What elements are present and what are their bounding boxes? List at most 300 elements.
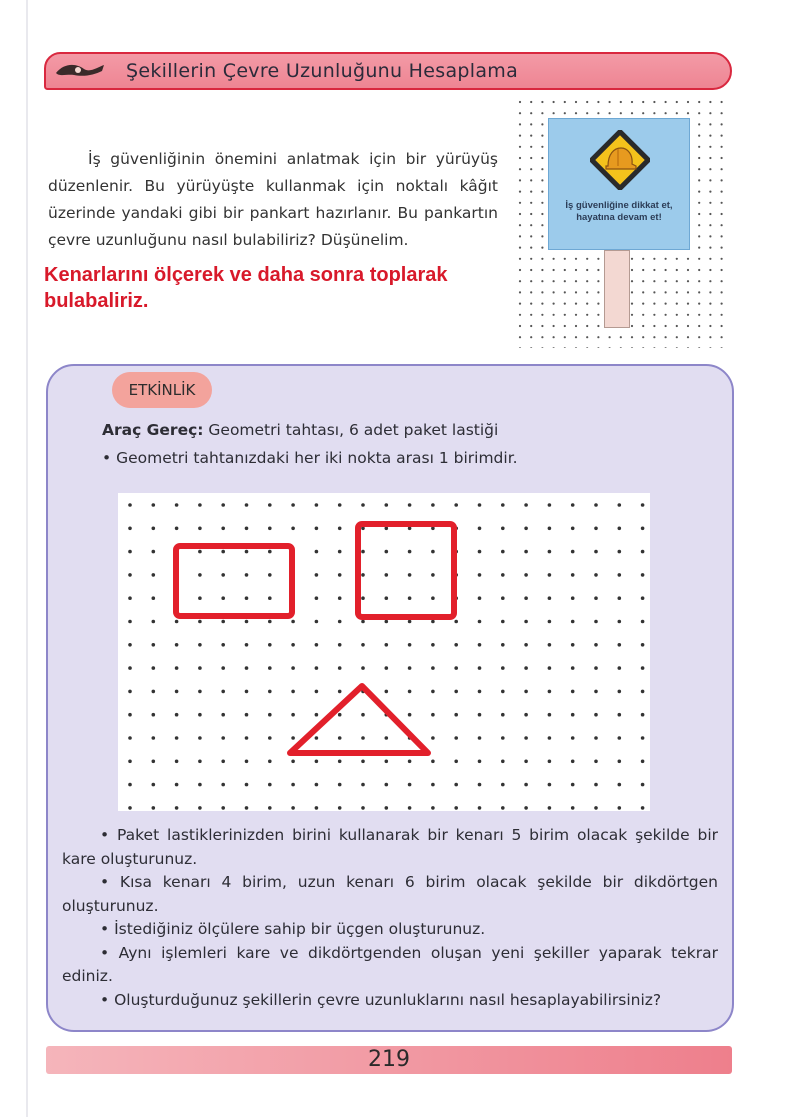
geoboard-peg <box>548 527 552 531</box>
paper-dot <box>530 336 532 338</box>
paper-dot <box>721 247 723 249</box>
paper-dot <box>564 303 566 305</box>
geoboard-peg <box>641 620 645 624</box>
geoboard-peg <box>221 760 225 764</box>
geoboard-peg <box>548 666 552 670</box>
geoboard-peg <box>175 713 179 717</box>
paper-dot <box>553 269 555 271</box>
paper-dot <box>687 347 689 348</box>
paper-dot <box>709 168 711 170</box>
paper-dot <box>530 202 532 204</box>
geoboard-peg <box>548 783 552 787</box>
geoboard-peg <box>315 736 319 740</box>
geoboard-peg <box>408 573 412 577</box>
geoboard-peg <box>431 596 435 600</box>
paper-dot <box>642 269 644 271</box>
paper-dot <box>541 314 543 316</box>
geoboard-peg <box>431 736 435 740</box>
geoboard-peg <box>361 596 365 600</box>
geoboard-peg <box>338 643 342 647</box>
paper-dot <box>665 101 667 103</box>
paper-dot <box>676 336 678 338</box>
geoboard-peg <box>245 783 249 787</box>
geoboard-peg <box>385 503 389 507</box>
paper-dot <box>653 325 655 327</box>
geoboard-peg <box>524 713 528 717</box>
geoboard-peg <box>594 503 598 507</box>
geoboard-peg <box>594 527 598 531</box>
paper-dot <box>709 224 711 226</box>
paper-dot <box>530 291 532 293</box>
paper-dot <box>687 314 689 316</box>
paper-dot <box>687 112 689 114</box>
paper-dot <box>698 314 700 316</box>
paper-dot <box>631 314 633 316</box>
geoboard-peg <box>152 783 156 787</box>
geoboard-peg <box>641 643 645 647</box>
geoboard-peg <box>618 760 622 764</box>
paper-dot <box>698 258 700 260</box>
paper-dot <box>665 258 667 260</box>
paper-dot <box>553 280 555 282</box>
paper-dot <box>575 280 577 282</box>
paper-dot <box>698 224 700 226</box>
geoboard-peg <box>501 806 505 810</box>
geoboard-peg <box>221 550 225 554</box>
paper-dot <box>676 347 678 348</box>
geoboard-peg <box>501 620 505 624</box>
geoboard-peg <box>315 643 319 647</box>
paper-dot <box>597 258 599 260</box>
paper-dot <box>541 303 543 305</box>
geoboard-peg <box>268 666 272 670</box>
paper-dot <box>564 314 566 316</box>
geoboard-peg <box>291 620 295 624</box>
geoboard-peg <box>594 760 598 764</box>
paper-dot <box>519 213 521 215</box>
geoboard-peg <box>128 620 132 624</box>
geoboard-peg <box>548 620 552 624</box>
geoboard-peg <box>571 550 575 554</box>
paper-dot <box>597 101 599 103</box>
paper-dot <box>541 213 543 215</box>
paper-dot <box>553 258 555 260</box>
geoboard-peg <box>291 690 295 694</box>
paper-dot <box>721 213 723 215</box>
geoboard-peg <box>571 783 575 787</box>
paper-dot <box>519 258 521 260</box>
geoboard-peg <box>315 550 319 554</box>
paper-dot <box>541 146 543 148</box>
geoboard-peg <box>291 666 295 670</box>
paper-dot <box>519 191 521 193</box>
section-header <box>44 52 732 90</box>
geoboard-peg <box>408 690 412 694</box>
task-item: • Paket lastiklerinizden birini kullanarak bir kenarı 5 birim olacak şekilde bir kare oluşturunuz. <box>62 826 718 868</box>
paper-dot <box>609 101 611 103</box>
paper-dot <box>564 258 566 260</box>
geoboard-peg <box>198 760 202 764</box>
paper-dot <box>541 347 543 348</box>
geoboard-peg <box>641 573 645 577</box>
hard-hat-icon <box>590 130 650 190</box>
paper-dot <box>530 112 532 114</box>
paper-dot <box>709 235 711 237</box>
paper-dot <box>530 258 532 260</box>
paper-dot <box>642 112 644 114</box>
geoboard-peg <box>268 573 272 577</box>
paper-dot <box>687 258 689 260</box>
geoboard-peg <box>548 713 552 717</box>
geoboard-peg <box>338 503 342 507</box>
geoboard-peg <box>641 596 645 600</box>
paper-dot <box>519 157 521 159</box>
geoboard-peg <box>431 503 435 507</box>
paper-dot <box>721 191 723 193</box>
geoboard-peg <box>478 783 482 787</box>
geoboard-peg <box>198 596 202 600</box>
geoboard-peg <box>128 573 132 577</box>
paper-dot <box>642 258 644 260</box>
geoboard-peg <box>128 736 132 740</box>
geoboard-peg <box>641 713 645 717</box>
brush-swoosh-icon <box>54 61 106 79</box>
geoboard-peg <box>641 736 645 740</box>
paper-dot <box>519 202 521 204</box>
geoboard-peg <box>501 736 505 740</box>
geoboard-peg <box>245 503 249 507</box>
paper-dot <box>586 303 588 305</box>
paper-dot <box>541 179 543 181</box>
geoboard-peg <box>291 713 295 717</box>
paper-dot <box>665 336 667 338</box>
paper-dot <box>564 101 566 103</box>
geoboard-peg <box>618 550 622 554</box>
paper-dot <box>620 101 622 103</box>
geoboard-peg <box>618 596 622 600</box>
geoboard-peg <box>175 620 179 624</box>
paper-dot <box>698 112 700 114</box>
paper-dot <box>665 303 667 305</box>
geoboard-peg <box>571 573 575 577</box>
geoboard-peg <box>338 736 342 740</box>
paper-dot <box>698 146 700 148</box>
paper-dot <box>530 191 532 193</box>
paper-dot <box>541 135 543 137</box>
geoboard-peg <box>128 760 132 764</box>
paper-dot <box>530 224 532 226</box>
geoboard-peg <box>175 666 179 670</box>
geoboard-peg <box>385 643 389 647</box>
paper-dot <box>676 101 678 103</box>
paper-dot <box>709 269 711 271</box>
geoboard-peg <box>198 643 202 647</box>
geoboard-peg <box>175 806 179 810</box>
geoboard-peg <box>175 527 179 531</box>
paper-dot <box>586 325 588 327</box>
paper-dot <box>541 202 543 204</box>
paper-dot <box>519 112 521 114</box>
geoboard-peg <box>501 503 505 507</box>
geoboard-peg <box>175 736 179 740</box>
paper-dot <box>553 325 555 327</box>
section-title: Şekillerin Çevre Uzunluğunu Hesaplama <box>126 60 519 82</box>
paper-dot <box>721 202 723 204</box>
paper-dot <box>653 314 655 316</box>
geoboard-peg <box>641 760 645 764</box>
geoboard-peg <box>128 690 132 694</box>
geoboard-peg <box>571 666 575 670</box>
geoboard-peg <box>594 550 598 554</box>
paper-dot <box>530 247 532 249</box>
geoboard-peg <box>618 666 622 670</box>
paper-dot <box>676 314 678 316</box>
paper-dot <box>721 123 723 125</box>
paper-dot <box>687 280 689 282</box>
geoboard-peg <box>454 643 458 647</box>
paper-dot <box>698 235 700 237</box>
geoboard-peg <box>291 643 295 647</box>
geoboard-peg <box>338 527 342 531</box>
geoboard-peg <box>478 806 482 810</box>
geoboard-peg <box>478 550 482 554</box>
geoboard-peg <box>315 760 319 764</box>
paper-dot <box>653 336 655 338</box>
paper-dot <box>575 112 577 114</box>
geoboard-peg <box>594 666 598 670</box>
paper-dot <box>553 291 555 293</box>
geoboard-peg <box>454 666 458 670</box>
paper-dot <box>541 224 543 226</box>
paper-dot <box>709 314 711 316</box>
paper-dot <box>597 269 599 271</box>
geoboard-peg <box>594 806 598 810</box>
paper-dot <box>676 269 678 271</box>
paper-dot <box>575 269 577 271</box>
paper-dot <box>541 247 543 249</box>
paper-dot <box>575 291 577 293</box>
materials-line <box>102 421 498 439</box>
geoboard-peg <box>385 736 389 740</box>
geoboard-peg <box>478 573 482 577</box>
geoboard-peg <box>501 527 505 531</box>
paper-dot <box>665 325 667 327</box>
geoboard-peg <box>571 806 575 810</box>
geoboard-peg <box>548 550 552 554</box>
paper-dot <box>709 112 711 114</box>
safety-sign-text <box>554 200 684 224</box>
paper-dot <box>530 325 532 327</box>
geoboard-peg <box>361 760 365 764</box>
geoboard-peg <box>571 713 575 717</box>
paper-dot <box>698 336 700 338</box>
paper-dot <box>721 235 723 237</box>
geoboard-peg <box>128 783 132 787</box>
paper-dot <box>698 269 700 271</box>
geoboard-peg <box>385 806 389 810</box>
paper-dot <box>519 224 521 226</box>
paper-dot <box>676 258 678 260</box>
paper-dot <box>721 258 723 260</box>
paper-dot <box>586 291 588 293</box>
geoboard-peg <box>338 783 342 787</box>
paper-dot <box>709 247 711 249</box>
geoboard-peg <box>315 783 319 787</box>
paper-dot <box>721 325 723 327</box>
geoboard-peg <box>245 620 249 624</box>
activity-tag: ETKİNLİK <box>112 372 212 408</box>
paper-dot <box>642 347 644 348</box>
paper-dot <box>519 347 521 348</box>
paper-dot <box>541 101 543 103</box>
paper-dot <box>721 314 723 316</box>
geoboard-peg <box>571 527 575 531</box>
paper-dot <box>575 101 577 103</box>
geoboard-peg <box>152 643 156 647</box>
geoboard-peg <box>198 527 202 531</box>
geoboard-peg <box>221 713 225 717</box>
paper-dot <box>620 347 622 348</box>
geoboard-peg <box>152 596 156 600</box>
paper-dot <box>530 146 532 148</box>
geoboard-peg <box>152 736 156 740</box>
geoboard-peg <box>198 806 202 810</box>
paper-dot <box>541 325 543 327</box>
geoboard-peg <box>245 760 249 764</box>
geoboard-peg <box>501 783 505 787</box>
geoboard-peg <box>291 783 295 787</box>
geoboard-peg <box>315 596 319 600</box>
geoboard-peg <box>268 783 272 787</box>
paper-dot <box>698 291 700 293</box>
paper-dot <box>597 280 599 282</box>
geoboard-peg <box>385 760 389 764</box>
geoboard-peg <box>524 620 528 624</box>
paper-dot <box>698 179 700 181</box>
geoboard-peg <box>478 690 482 694</box>
square-band <box>358 524 454 617</box>
paper-dot <box>721 157 723 159</box>
geoboard-peg <box>385 666 389 670</box>
paper-dot <box>698 247 700 249</box>
geoboard <box>118 493 650 811</box>
geoboard-peg <box>431 690 435 694</box>
geoboard-peg <box>175 783 179 787</box>
paper-dot <box>687 336 689 338</box>
geoboard-peg <box>245 550 249 554</box>
paper-dot <box>541 168 543 170</box>
geoboard-peg <box>594 620 598 624</box>
geoboard-peg <box>524 643 528 647</box>
geoboard-peg <box>245 736 249 740</box>
paper-dot <box>698 191 700 193</box>
paper-dot <box>575 347 577 348</box>
paper-dot <box>653 291 655 293</box>
unit-note: • Geometri tahtanızdaki her iki nokta arası 1 birimdir. <box>102 449 518 467</box>
geoboard-peg <box>571 643 575 647</box>
geoboard-peg <box>315 806 319 810</box>
geoboard-peg <box>245 643 249 647</box>
geoboard-peg <box>641 550 645 554</box>
geoboard-peg <box>361 643 365 647</box>
paper-dot <box>575 258 577 260</box>
paper-dot <box>698 213 700 215</box>
geoboard-peg <box>408 620 412 624</box>
geoboard-peg <box>221 596 225 600</box>
geoboard-peg <box>152 760 156 764</box>
geoboard-peg <box>454 783 458 787</box>
paper-dot <box>541 269 543 271</box>
geoboard-peg <box>454 620 458 624</box>
paper-dot <box>653 280 655 282</box>
geoboard-peg <box>548 690 552 694</box>
paper-dot <box>519 123 521 125</box>
geoboard-peg <box>152 503 156 507</box>
paper-dot <box>653 269 655 271</box>
geoboard-peg <box>431 713 435 717</box>
geoboard-peg <box>245 596 249 600</box>
geoboard-peg <box>594 690 598 694</box>
paper-dot <box>642 101 644 103</box>
geoboard-peg <box>501 643 505 647</box>
geoboard-peg <box>385 550 389 554</box>
geoboard-peg <box>501 760 505 764</box>
geoboard-peg <box>315 690 319 694</box>
geoboard-peg <box>198 620 202 624</box>
paper-dot <box>530 347 532 348</box>
paper-dot <box>665 269 667 271</box>
geoboard-peg <box>454 713 458 717</box>
paper-dot <box>519 291 521 293</box>
geoboard-peg <box>338 666 342 670</box>
geoboard-peg <box>128 643 132 647</box>
geoboard-peg <box>478 666 482 670</box>
paper-dot <box>541 191 543 193</box>
geoboard-peg <box>641 690 645 694</box>
paper-dot <box>709 213 711 215</box>
paper-dot <box>676 280 678 282</box>
geoboard-peg <box>501 666 505 670</box>
paper-dot <box>553 314 555 316</box>
geoboard-peg <box>501 713 505 717</box>
geoboard-peg <box>152 713 156 717</box>
paper-dot <box>709 135 711 137</box>
paper-dot <box>687 325 689 327</box>
paper-dot <box>530 179 532 181</box>
paper-dot <box>564 336 566 338</box>
geoboard-peg <box>152 527 156 531</box>
geoboard-peg <box>128 666 132 670</box>
geoboard-peg <box>408 550 412 554</box>
geoboard-peg <box>175 503 179 507</box>
geoboard-peg <box>152 620 156 624</box>
geoboard-peg <box>245 713 249 717</box>
paper-dot <box>665 280 667 282</box>
paper-dot <box>541 112 543 114</box>
paper-dot <box>698 280 700 282</box>
geoboard-peg <box>524 573 528 577</box>
geoboard-peg <box>618 713 622 717</box>
paper-dot <box>586 314 588 316</box>
materials-label: Araç Gereç: <box>102 421 204 439</box>
intro-paragraph: İş güvenliğinin önemini anlatmak için bir yürüyüş düzenlenir. Bu yürüyüşte kullanmak için noktalı kâğıt üzerinde yandaki gibi bir pankart hazırlanır. Bu pankartın çevre uzunluğunu nasıl bulabiliriz? Düşünelim. <box>48 150 498 249</box>
paper-dot <box>519 101 521 103</box>
handwritten-answer: Kenarlarını ölçerek ve daha sonra toplarak bulabaliriz. <box>44 264 448 312</box>
geoboard-peg <box>175 690 179 694</box>
paper-dot <box>631 336 633 338</box>
sign-line-2: hayatına devam et! <box>576 212 662 223</box>
geoboard-peg <box>221 736 225 740</box>
